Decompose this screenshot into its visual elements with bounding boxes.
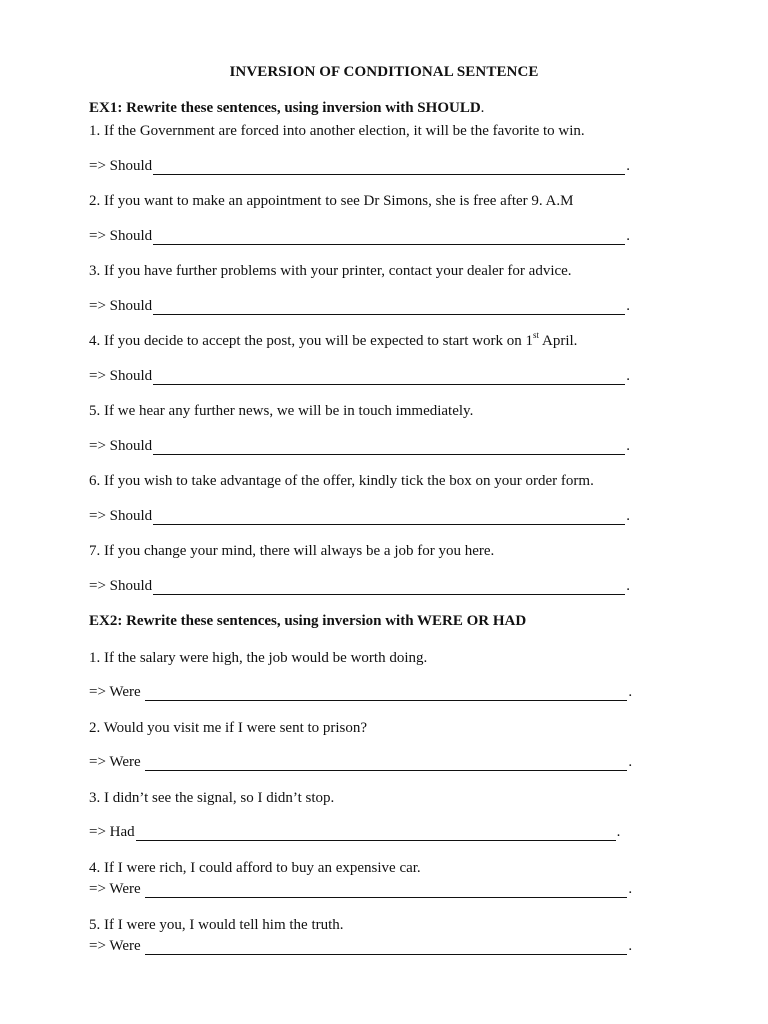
ex1-item-7: 7. If you change your mind, there will always be a job for you here. [89, 543, 495, 559]
ex1-item-5: 5. If we hear any further news, we will be in touch immediately. [89, 403, 474, 419]
answer-prompt: => Were [89, 754, 145, 770]
answer-prompt: => Should [89, 228, 153, 244]
answer-blank[interactable] [153, 440, 625, 455]
ex2-item-1: 1. If the salary were high, the job would be worth doing. [89, 650, 428, 666]
answer-period: . [628, 881, 633, 897]
ex1-heading-text: EX1: Rewrite these sentences, using inversion with SHOULD [89, 100, 481, 116]
ex1-item-4 [89, 332, 577, 350]
answer-period: . [626, 228, 630, 244]
ex2-answer-5[interactable] [89, 937, 632, 955]
answer-blank[interactable] [145, 940, 627, 955]
ex1-item-3: 3. If you have further problems with your printer, contact your dealer for advice. [89, 263, 572, 279]
ex1-answer-2[interactable] [89, 227, 630, 245]
ex1-heading [89, 100, 484, 117]
answer-prompt: => Should [89, 508, 153, 524]
ex2-item-4: 4. If I were rich, I could afford to buy an expensive car. [89, 860, 421, 876]
answer-period: . [626, 438, 630, 454]
answer-prompt: => Were [89, 938, 145, 954]
ex2-heading: EX2: Rewrite these sentences, using inversion with WERE OR HAD [89, 613, 527, 629]
answer-prompt: => Should [89, 438, 153, 454]
ex2-item-2: 2. Would you visit me if I were sent to prison? [89, 720, 368, 736]
answer-prompt: => Had [89, 824, 135, 840]
ex1-item-4-text: 4. If you decide to accept the post, you will be expected to start work on 1 [89, 333, 534, 349]
answer-prompt: => Should [89, 368, 153, 384]
ex2-answer-1[interactable] [89, 683, 632, 701]
ex1-item-2: 2. If you want to make an appointment to see Dr Simons, she is free after 9. A.M [89, 193, 574, 209]
answer-period: . [628, 754, 633, 770]
answer-prompt: => Were [89, 881, 145, 897]
ex1-answer-6[interactable] [89, 507, 630, 525]
ex1-answer-1[interactable] [89, 157, 630, 175]
ex2-answer-3[interactable] [89, 823, 620, 841]
answer-blank[interactable] [136, 826, 616, 841]
answer-prompt: => Should [89, 578, 153, 594]
answer-prompt: => Should [89, 158, 153, 174]
answer-blank[interactable] [153, 230, 625, 245]
ex1-item-6: 6. If you wish to take advantage of the offer, kindly tick the box on your order form. [89, 473, 594, 489]
answer-period: . [616, 824, 621, 840]
ex1-answer-5[interactable] [89, 437, 630, 455]
answer-prompt: => Should [89, 298, 153, 314]
answer-period: . [626, 298, 630, 314]
answer-period: . [626, 508, 630, 524]
answer-blank[interactable] [145, 756, 627, 771]
ex1-answer-3[interactable] [89, 297, 630, 315]
ex2-item-5: 5. If I were you, I would tell him the truth. [89, 917, 344, 933]
ex1-answer-4[interactable] [89, 367, 630, 385]
answer-blank[interactable] [145, 686, 627, 701]
answer-period: . [628, 938, 633, 954]
ex1-answer-7[interactable] [89, 577, 630, 595]
answer-blank[interactable] [153, 580, 625, 595]
ex2-item-3: 3. I didn’t see the signal, so I didn’t stop. [89, 790, 335, 806]
answer-blank[interactable] [145, 883, 627, 898]
answer-prompt: => Were [89, 684, 145, 700]
answer-blank[interactable] [153, 370, 625, 385]
answer-blank[interactable] [153, 160, 625, 175]
ex2-answer-2[interactable] [89, 753, 632, 771]
answer-blank[interactable] [153, 510, 625, 525]
ex1-item-1: 1. If the Government are forced into another election, it will be the favorite to win. [89, 123, 585, 139]
answer-blank[interactable] [153, 300, 625, 315]
answer-period: . [626, 368, 630, 384]
ex1-heading-trail: . [480, 100, 485, 116]
answer-period: . [626, 578, 630, 594]
page-title: INVERSION OF CONDITIONAL SENTENCE [229, 64, 539, 80]
answer-period: . [628, 684, 633, 700]
ex1-item-4-tail: April. [539, 333, 578, 349]
answer-period: . [626, 158, 630, 174]
ex2-answer-4[interactable] [89, 880, 632, 898]
ordinal-suffix: st [533, 330, 540, 340]
